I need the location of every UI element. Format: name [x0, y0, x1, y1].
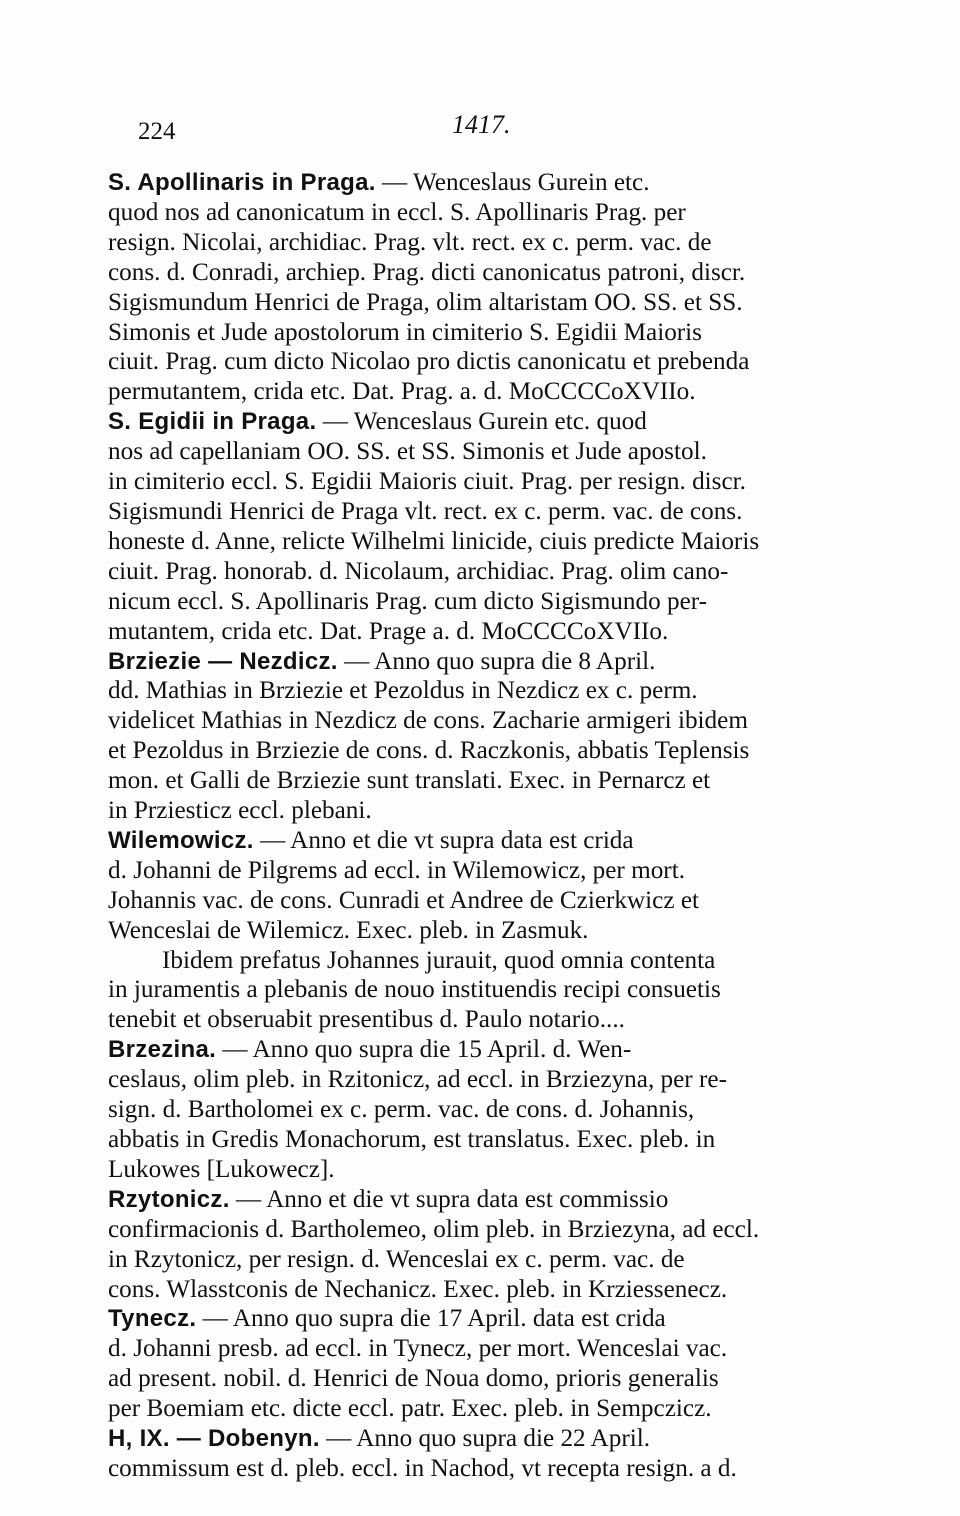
entry-heading: S. Egidii in Praga.	[108, 408, 317, 436]
line-text: Lukowes [Lukowecz].	[108, 1155, 335, 1183]
text-line	[108, 916, 823, 946]
line-text: Sigismundi Henrici de Praga vlt. rect. ex c. perm. vac. de cons.	[108, 497, 743, 525]
entry-heading: Brzezina.	[108, 1036, 217, 1064]
text-line	[108, 886, 823, 916]
text-line	[108, 497, 823, 527]
text-line	[108, 1334, 823, 1364]
text-line	[108, 856, 823, 886]
text-line	[108, 1304, 823, 1334]
text-line	[108, 1185, 823, 1215]
line-text: per Boemiam etc. dicte eccl. patr. Exec. pleb. in Sempczicz.	[108, 1395, 712, 1423]
line-text: — Anno quo supra die 8 April.	[337, 647, 656, 675]
text-line	[108, 1275, 823, 1305]
line-text: permutantem, crida etc. Dat. Prag. a. d. MoCCCCoXVIIo.	[108, 378, 696, 406]
page-number: 224	[138, 118, 176, 145]
text-line	[108, 1035, 823, 1065]
text-line	[108, 1245, 823, 1275]
line-text: nicum eccl. S. Apollinaris Prag. cum dicto Sigismundo per-	[108, 587, 708, 615]
text-line	[108, 1215, 823, 1245]
entry-heading: Rzytonicz.	[108, 1185, 230, 1213]
text-line	[108, 1424, 823, 1454]
line-text: cons. d. Conradi, archiep. Prag. dicti canonicatus patroni, discr.	[108, 258, 746, 286]
line-text: videlicet Mathias in Nezdicz de cons. Zacharie armigeri ibidem	[108, 707, 748, 735]
line-text: ciuit. Prag. cum dicto Nicolao pro dictis canonicatu et prebenda	[108, 348, 750, 376]
line-text: cons. Wlasstconis de Nechanicz. Exec. pleb. in Krziessenecz.	[108, 1275, 728, 1303]
text-line	[108, 467, 823, 497]
entry-heading: H, IX. — Dobenyn.	[108, 1425, 320, 1453]
line-text: Ibidem prefatus Johannes jurauit, quod omnia contenta	[162, 946, 716, 974]
line-text: dd. Mathias in Brziezie et Pezoldus in Nezdicz ex c. perm.	[108, 677, 698, 705]
line-text: Sigismundum Henrici de Praga, olim altaristam OO. SS. et SS.	[108, 288, 743, 316]
line-text: — Anno quo supra die 17 April. data est crida	[196, 1305, 666, 1333]
text-line	[108, 736, 823, 766]
text-line	[108, 1125, 823, 1155]
line-text: — Anno quo supra die 22 April.	[319, 1425, 651, 1453]
line-text: d. Johanni de Pilgrems ad eccl. in Wilemowicz, per mort.	[108, 856, 685, 884]
text-line	[108, 766, 823, 796]
text-line	[108, 437, 823, 467]
line-text: honeste d. Anne, relicte Wilhelmi linicide, ciuis predicte Maioris	[108, 527, 760, 555]
entry-heading: Brziezie — Nezdicz.	[108, 647, 338, 675]
text-line	[108, 1364, 823, 1394]
entry-heading: S. Apollinaris in Praga.	[108, 169, 376, 196]
line-text: — Anno et die vt supra data est commissio	[229, 1185, 669, 1213]
line-text: in Prziesticz eccl. plebani.	[108, 797, 372, 825]
text-line	[108, 557, 823, 587]
text-line	[108, 1454, 823, 1484]
text-line	[108, 617, 823, 647]
body-text	[108, 168, 823, 1484]
line-text: et Pezoldus in Brziezie de cons. d. Raczkonis, abbatis Teplensis	[108, 737, 750, 765]
text-line	[108, 826, 823, 856]
text-line	[108, 676, 823, 706]
text-line	[108, 347, 823, 377]
line-text: — Anno quo supra die 15 April. d. Wen-	[216, 1036, 632, 1064]
text-line	[108, 1095, 823, 1125]
line-text: mutantem, crida etc. Dat. Prage a. d. MoCCCCoXVIIo.	[108, 617, 669, 645]
text-line	[108, 318, 823, 348]
text-line	[108, 168, 823, 198]
text-line	[108, 288, 823, 318]
text-line	[108, 1005, 823, 1035]
line-text: Wenceslai de Wilemicz. Exec. pleb. in Zasmuk.	[108, 916, 589, 944]
line-text: confirmacionis d. Bartholemeo, olim pleb. in Brziezyna, ad eccl.	[108, 1215, 760, 1243]
line-text: Simonis et Jude apostolorum in cimiterio S. Egidii Maioris	[108, 318, 702, 346]
line-text: sign. d. Bartholomei ex c. perm. vac. de cons. d. Johannis,	[108, 1096, 695, 1124]
line-text: abbatis in Gredis Monachorum, est translatus. Exec. pleb. in	[108, 1126, 716, 1153]
text-line	[108, 377, 823, 407]
text-line	[108, 198, 823, 228]
text-line	[108, 796, 823, 826]
text-line	[108, 587, 823, 617]
entry-heading: Tynecz.	[108, 1305, 197, 1333]
text-line	[108, 407, 823, 437]
text-line	[108, 647, 823, 677]
line-text: ceslaus, olim pleb. in Rzitonicz, ad eccl. in Brziezyna, per re-	[108, 1066, 727, 1094]
line-text: d. Johanni presb. ad eccl. in Tynecz, per mort. Wenceslai vac.	[108, 1335, 728, 1363]
line-text: in Rzytonicz, per resign. d. Wenceslai ex c. perm. vac. de	[108, 1245, 685, 1273]
text-line	[108, 527, 823, 557]
line-text: commissum est d. pleb. eccl. in Nachod, vt recepta resign. a d.	[108, 1454, 737, 1482]
line-text: ad present. nobil. d. Henrici de Noua domo, prioris generalis	[108, 1365, 719, 1393]
text-line	[108, 258, 823, 288]
text-line	[108, 706, 823, 736]
line-text: resign. Nicolai, archidiac. Prag. vlt. rect. ex c. perm. vac. de	[108, 228, 712, 256]
line-text: ciuit. Prag. honorab. d. Nicolaum, archidiac. Prag. olim cano-	[108, 557, 729, 585]
line-text: quod nos ad canonicatum in eccl. S. Apollinaris Prag. per	[108, 198, 686, 226]
entry-heading: Wilemowicz.	[108, 826, 254, 854]
line-text: — Wenceslaus Gurein etc.	[375, 169, 650, 196]
running-head-year: 1417.	[452, 110, 511, 139]
line-text: mon. et Galli de Brziezie sunt translati. Exec. in Pernarcz et	[108, 767, 711, 795]
line-text: in cimiterio eccl. S. Egidii Maioris ciuit. Prag. per resign. discr.	[108, 468, 746, 496]
line-text: in juramentis a plebanis de nouo instituendis recipi consuetis	[108, 976, 721, 1004]
line-text: — Anno et die vt supra data est crida	[253, 826, 634, 854]
text-line	[108, 1065, 823, 1095]
text-line	[108, 1155, 823, 1185]
text-line	[108, 946, 823, 976]
line-text: — Wenceslaus Gurein etc. quod	[316, 408, 647, 436]
text-line	[108, 228, 823, 258]
text-line	[108, 975, 823, 1005]
line-text: tenebit et obseruabit presentibus d. Paulo notario....	[108, 1006, 625, 1034]
text-line	[108, 1394, 823, 1424]
line-text: Johannis vac. de cons. Cunradi et Andree de Czierkwicz et	[108, 886, 700, 914]
line-text: nos ad capellaniam OO. SS. et SS. Simonis et Jude apostol.	[108, 438, 707, 466]
